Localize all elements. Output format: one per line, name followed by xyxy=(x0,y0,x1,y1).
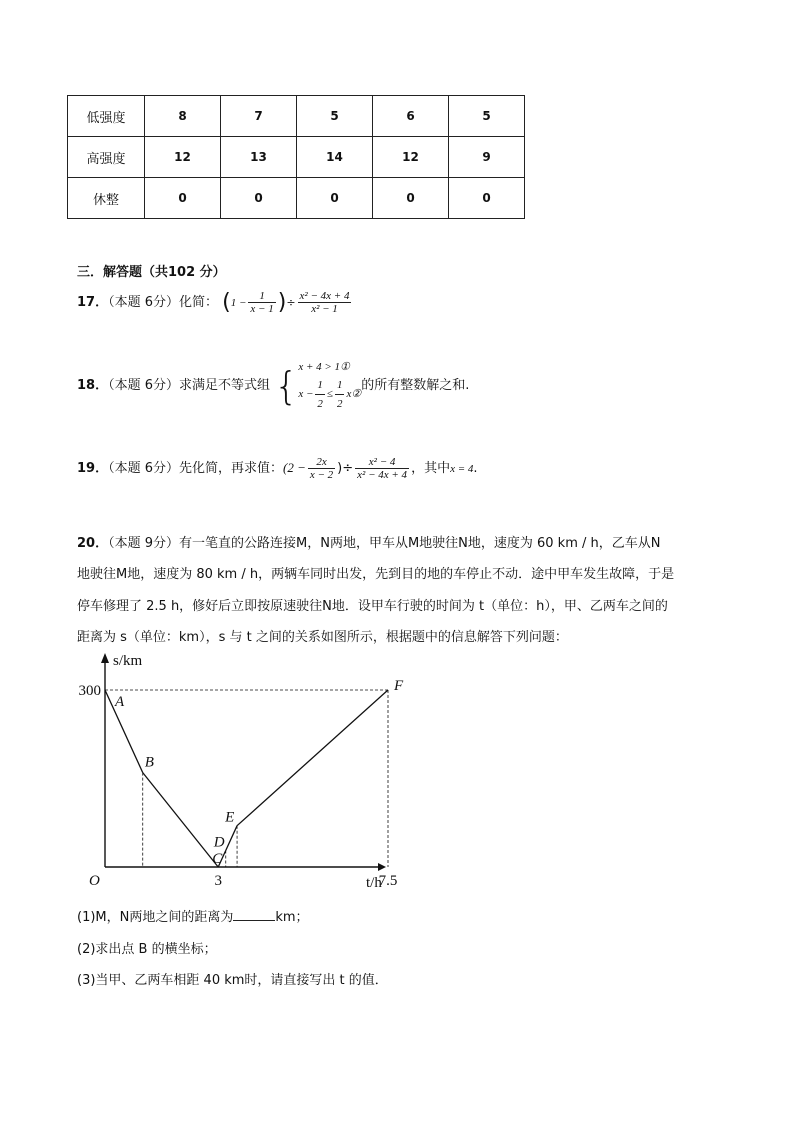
table-cell: 0 xyxy=(373,178,449,219)
table-cell: 0 xyxy=(145,178,221,219)
answer-blank xyxy=(233,908,275,921)
table-cell: 12 xyxy=(373,137,449,178)
math-operator: ÷ xyxy=(286,296,296,309)
math-text: x② xyxy=(346,388,362,401)
table-row xyxy=(68,178,525,219)
y-tick-label: 300 xyxy=(78,683,101,699)
table-row xyxy=(68,137,525,178)
origin-label: O xyxy=(89,873,100,889)
table-cell: 13 xyxy=(221,137,297,178)
y-axis-arrow xyxy=(101,653,109,663)
table-cell: 9 xyxy=(449,137,525,178)
question-19 xyxy=(77,456,478,481)
graph-segment xyxy=(237,690,388,826)
x-axis-arrow xyxy=(378,863,386,871)
fraction-numerator: 1 xyxy=(315,376,325,395)
row-label: 低强度 xyxy=(68,96,145,137)
table-cell: 0 xyxy=(221,178,297,219)
math-operator: ≤ xyxy=(326,388,333,401)
table-cell: 14 xyxy=(297,137,373,178)
math-text: (2 − xyxy=(283,460,306,475)
question-text: （本题 9分）有一笔直的公路连接M，N两地，甲车从M地驶往N地，速度为 60 km / h，乙车从N xyxy=(108,536,661,551)
sub-question-1 xyxy=(77,906,309,925)
point-label: C xyxy=(212,851,223,867)
table-cell: 0 xyxy=(297,178,373,219)
section-title: 三．解答题（共102 分） xyxy=(77,265,226,280)
fraction-numerator: x² − 4 xyxy=(355,456,409,469)
sub-question-3: (3)当甲、乙两车相距 40 km时，请直接写出 t 的值． xyxy=(77,973,388,988)
math-condition: x = 4 xyxy=(450,463,474,475)
table-cell: 5 xyxy=(297,96,373,137)
question-number: 17． xyxy=(77,295,109,310)
question-20-line-4: 距离为 s（单位：km），s 与 t 之间的关系如图所示，根据题中的信息解答下列问题： xyxy=(77,630,568,645)
question-end: . xyxy=(473,461,478,476)
question-tail: ，其中 xyxy=(411,461,451,476)
fraction-denominator: 2 xyxy=(336,398,343,410)
table-cell: 0 xyxy=(449,178,525,219)
y-axis-label: s/km xyxy=(113,653,143,669)
fraction-numerator: 1 xyxy=(248,290,275,303)
table-cell: 12 xyxy=(145,137,221,178)
question-20-line-3: 停车修理了 2.5 h，修好后立即按原速驶往N地．设甲车行驶的时间为 t（单位：h），甲、乙两车之间的 xyxy=(77,599,668,614)
fraction-denominator: 2 xyxy=(317,398,323,410)
table-cell: 5 xyxy=(449,96,525,137)
math-text: x − xyxy=(298,388,314,401)
fraction-numerator: 2x xyxy=(308,456,335,469)
sub-question-2: (2)求出点 B 的横坐标； xyxy=(77,942,217,957)
math-operator: )÷ xyxy=(337,461,354,476)
row-label: 高强度 xyxy=(68,137,145,178)
fraction-denominator: x − 2 xyxy=(309,469,334,481)
x-tick-label: 7.5 xyxy=(378,873,398,889)
question-number: 20． xyxy=(77,536,109,551)
point-label: F xyxy=(394,678,404,694)
point-label: E xyxy=(225,809,235,826)
fraction-denominator: x − 1 xyxy=(250,303,274,315)
table-cell: 7 xyxy=(221,96,297,137)
fraction-numerator: 1 xyxy=(335,376,345,395)
question-prompt: （本题 6分）先化简，再求值： xyxy=(108,461,283,476)
question-17: 17．（本题 6分）化简： (1 − $\frac{1}{x - 1}$ )÷ $\frac{\text{x² − 4x + 4}}{\text{x² − 1}}$ xyxy=(77,290,350,315)
math-text: 1 − xyxy=(230,297,247,309)
question-prompt: （本题 6分）化简： xyxy=(108,295,218,310)
graph-segment xyxy=(143,773,218,867)
table-cell: 8 xyxy=(145,96,221,137)
sub-question-unit: km； xyxy=(275,910,309,925)
row-label: 休整 xyxy=(68,178,145,219)
x-axis-label: t/h xyxy=(366,875,382,891)
point-label: B xyxy=(144,754,154,771)
sub-question-text: (1)M，N两地之间的距离为 xyxy=(77,910,234,925)
question-number: 18． xyxy=(77,378,109,393)
question-tail: 的所有整数解之和. xyxy=(361,378,470,393)
table-cell: 6 xyxy=(373,96,449,137)
question-20-line-2: 地驶往M地，速度为 80 km / h，两辆车同时出发，先到目的地的车停止不动．途中甲车发生故障，于是 xyxy=(77,567,675,582)
fraction-numerator: x² − 4x + 4 xyxy=(299,290,350,302)
x-tick-label: 3 xyxy=(214,873,222,889)
question-18: 18．（本题 6分）求满足不等式组 { x + 4 > 1① x − $\frac{1}{2}$ ≤ $\frac{1}{2}$ x② 的所有整数解之和. xyxy=(77,358,469,413)
fraction-denominator: x² − 4x + 4 xyxy=(357,469,408,481)
question-number: 19． xyxy=(77,461,109,476)
inequality-1: x + 4 > 1① xyxy=(298,361,350,373)
question-prompt: （本题 6分）求满足不等式组 xyxy=(108,378,270,393)
fraction-denominator: x² − 1 xyxy=(311,303,338,315)
question-20-line-1 xyxy=(77,532,661,551)
point-label: D xyxy=(213,834,225,851)
intensity-table xyxy=(67,95,525,219)
graph-segment xyxy=(226,826,237,851)
distance-time-graph xyxy=(60,645,404,895)
table-row xyxy=(68,96,525,137)
point-label: A xyxy=(115,694,125,710)
